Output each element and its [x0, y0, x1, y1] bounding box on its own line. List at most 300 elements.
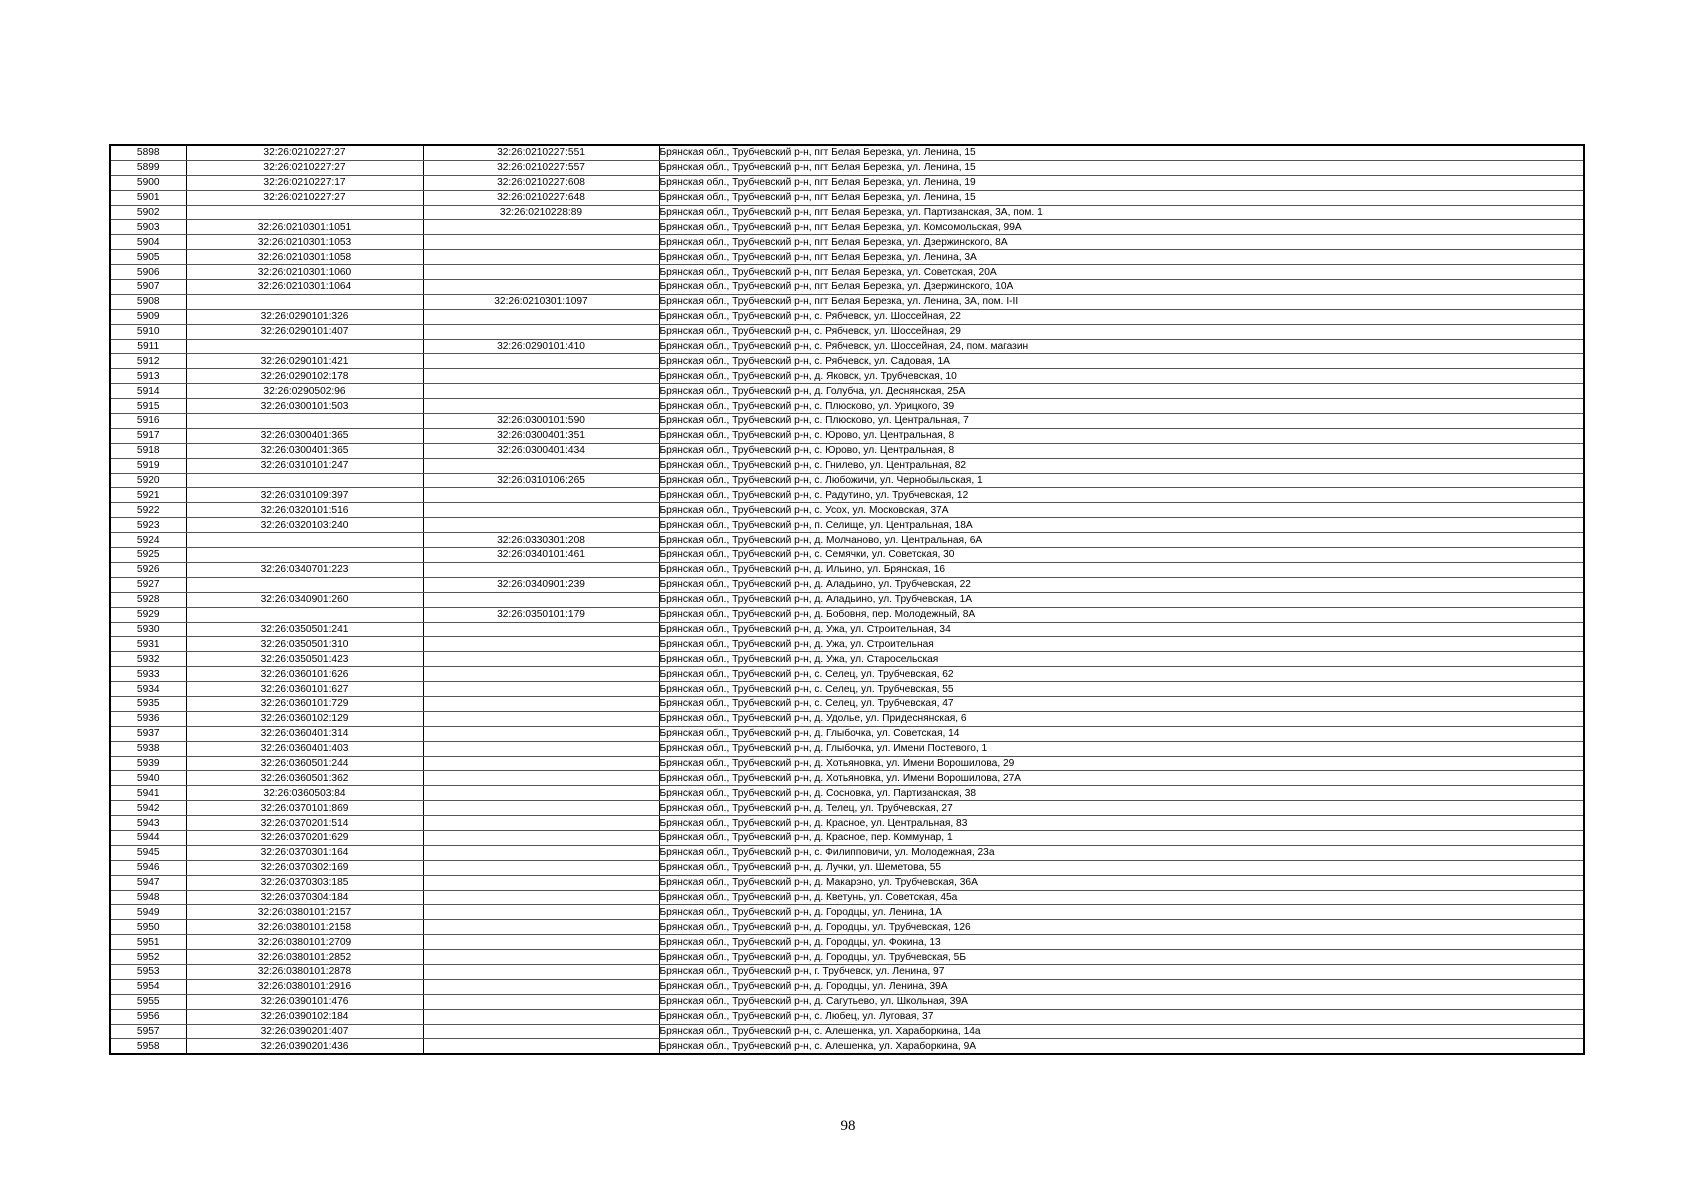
row-number-cell: 5918 [110, 443, 186, 458]
land-cadastral-number-cell: 32:26:0360401:403 [186, 741, 423, 756]
object-cadastral-number-cell: 32:26:0210227:551 [423, 145, 659, 160]
address-cell: Брянская обл., Трубчевский р-н, д. Городцы, ул. Ленина, 1А [659, 905, 1584, 920]
row-number-cell: 5935 [110, 696, 186, 711]
object-cadastral-number-cell [423, 741, 659, 756]
row-number-cell: 5956 [110, 1009, 186, 1024]
table-row [110, 399, 1584, 414]
row-number-cell: 5906 [110, 265, 186, 280]
address-cell: Брянская обл., Трубчевский р-н, д. Аладьино, ул. Трубчевская, 22 [659, 577, 1584, 592]
address-cell: Брянская обл., Трубчевский р-н, с. Гнилево, ул. Центральная, 82 [659, 458, 1584, 473]
table-row [110, 667, 1584, 682]
address-cell: Брянская обл., Трубчевский р-н, пгт Белая Березка, ул. Партизанская, 3А, пом. 1 [659, 205, 1584, 220]
row-number-cell: 5931 [110, 637, 186, 652]
row-number-cell: 5917 [110, 428, 186, 443]
object-cadastral-number-cell [423, 622, 659, 637]
row-number-cell: 5908 [110, 294, 186, 309]
object-cadastral-number-cell: 32:26:0210228:89 [423, 205, 659, 220]
address-cell: Брянская обл., Трубчевский р-н, с. Плюсково, ул. Центральная, 7 [659, 414, 1584, 429]
land-cadastral-number-cell: 32:26:0370302:169 [186, 860, 423, 875]
object-cadastral-number-cell [423, 979, 659, 994]
land-cadastral-number-cell: 32:26:0290101:407 [186, 324, 423, 339]
object-cadastral-number-cell [423, 771, 659, 786]
table-row [110, 950, 1584, 965]
object-cadastral-number-cell [423, 324, 659, 339]
land-cadastral-number-cell: 32:26:0390201:407 [186, 1024, 423, 1039]
table-row [110, 1009, 1584, 1024]
object-cadastral-number-cell [423, 756, 659, 771]
address-cell: Брянская обл., Трубчевский р-н, д. Красное, ул. Центральная, 83 [659, 816, 1584, 831]
address-cell: Брянская обл., Трубчевский р-н, д. Хотьяновка, ул. Имени Ворошилова, 29 [659, 756, 1584, 771]
address-cell: Брянская обл., Трубчевский р-н, с. Любожичи, ул. Чернобыльская, 1 [659, 473, 1584, 488]
land-cadastral-number-cell [186, 533, 423, 548]
table-row [110, 250, 1584, 265]
land-cadastral-number-cell: 32:26:0370201:514 [186, 816, 423, 831]
object-cadastral-number-cell [423, 369, 659, 384]
table-row [110, 607, 1584, 622]
address-cell: Брянская обл., Трубчевский р-н, д. Городцы, ул. Трубчевская, 126 [659, 920, 1584, 935]
table-row [110, 1024, 1584, 1039]
table-row [110, 518, 1584, 533]
land-cadastral-number-cell: 32:26:0290101:421 [186, 354, 423, 369]
table-row [110, 801, 1584, 816]
land-cadastral-number-cell: 32:26:0210227:27 [186, 160, 423, 175]
row-number-cell: 5949 [110, 905, 186, 920]
row-number-cell: 5948 [110, 890, 186, 905]
land-cadastral-number-cell: 32:26:0360102:129 [186, 711, 423, 726]
row-number-cell: 5912 [110, 354, 186, 369]
land-cadastral-number-cell: 32:26:0350501:423 [186, 652, 423, 667]
row-number-cell: 5925 [110, 548, 186, 563]
row-number-cell: 5953 [110, 964, 186, 979]
land-cadastral-number-cell: 32:26:0300101:503 [186, 399, 423, 414]
address-cell: Брянская обл., Трубчевский р-н, д. Бобовня, пер. Молодежный, 8А [659, 607, 1584, 622]
land-cadastral-number-cell: 32:26:0210301:1064 [186, 280, 423, 295]
object-cadastral-number-cell [423, 1009, 659, 1024]
address-cell: Брянская обл., Трубчевский р-н, д. Кветунь, ул. Советская, 45а [659, 890, 1584, 905]
table-row [110, 622, 1584, 637]
land-cadastral-number-cell: 32:26:0380101:2852 [186, 950, 423, 965]
object-cadastral-number-cell: 32:26:0300401:434 [423, 443, 659, 458]
object-cadastral-number-cell [423, 935, 659, 950]
row-number-cell: 5945 [110, 845, 186, 860]
row-number-cell: 5932 [110, 652, 186, 667]
row-number-cell: 5914 [110, 384, 186, 399]
row-number-cell: 5903 [110, 220, 186, 235]
address-cell: Брянская обл., Трубчевский р-н, д. Красное, пер. Коммунар, 1 [659, 830, 1584, 845]
land-cadastral-number-cell: 32:26:0340901:260 [186, 592, 423, 607]
address-cell: Брянская обл., Трубчевский р-н, с. Селец, ул. Трубчевская, 62 [659, 667, 1584, 682]
address-cell: Брянская обл., Трубчевский р-н, с. Семячки, ул. Советская, 30 [659, 548, 1584, 563]
table-row [110, 696, 1584, 711]
object-cadastral-number-cell [423, 950, 659, 965]
object-cadastral-number-cell [423, 816, 659, 831]
address-cell: Брянская обл., Трубчевский р-н, с. Селец, ул. Трубчевская, 47 [659, 696, 1584, 711]
table-row [110, 920, 1584, 935]
land-cadastral-number-cell: 32:26:0350501:310 [186, 637, 423, 652]
object-cadastral-number-cell: 32:26:0210227:648 [423, 190, 659, 205]
row-number-cell: 5919 [110, 458, 186, 473]
address-cell: Брянская обл., Трубчевский р-н, пгт Белая Березка, ул. Ленина, 15 [659, 190, 1584, 205]
land-cadastral-number-cell: 32:26:0290101:326 [186, 309, 423, 324]
object-cadastral-number-cell: 32:26:0300101:590 [423, 414, 659, 429]
land-cadastral-number-cell: 32:26:0210301:1060 [186, 265, 423, 280]
address-cell: Брянская обл., Трубчевский р-н, пгт Белая Березка, ул. Дзержинского, 10А [659, 280, 1584, 295]
row-number-cell: 5941 [110, 786, 186, 801]
land-cadastral-number-cell: 32:26:0380101:2158 [186, 920, 423, 935]
land-cadastral-number-cell [186, 414, 423, 429]
object-cadastral-number-cell [423, 711, 659, 726]
address-cell: Брянская обл., Трубчевский р-н, с. Плюсково, ул. Урицкого, 39 [659, 399, 1584, 414]
table-row [110, 160, 1584, 175]
table-row [110, 964, 1584, 979]
object-cadastral-number-cell [423, 280, 659, 295]
land-cadastral-number-cell: 32:26:0360401:314 [186, 726, 423, 741]
table-row [110, 786, 1584, 801]
table-row [110, 145, 1584, 160]
table-row [110, 711, 1584, 726]
address-cell: Брянская обл., Трубчевский р-н, д. Городцы, ул. Ленина, 39А [659, 979, 1584, 994]
row-number-cell: 5958 [110, 1039, 186, 1054]
row-number-cell: 5950 [110, 920, 186, 935]
address-cell: Брянская обл., Трубчевский р-н, с. Рябчевск, ул. Шоссейная, 29 [659, 324, 1584, 339]
address-cell: Брянская обл., Трубчевский р-н, пгт Белая Березка, ул. Советская, 20А [659, 265, 1584, 280]
land-cadastral-number-cell: 32:26:0380101:2916 [186, 979, 423, 994]
object-cadastral-number-cell [423, 399, 659, 414]
address-cell: Брянская обл., Трубчевский р-н, с. Любец, ул. Луговая, 37 [659, 1009, 1584, 1024]
object-cadastral-number-cell [423, 920, 659, 935]
object-cadastral-number-cell [423, 845, 659, 860]
land-cadastral-number-cell: 32:26:0290502:96 [186, 384, 423, 399]
land-cadastral-number-cell: 32:26:0300401:365 [186, 443, 423, 458]
address-cell: Брянская обл., Трубчевский р-н, д. Городцы, ул. Фокина, 13 [659, 935, 1584, 950]
row-number-cell: 5944 [110, 830, 186, 845]
table-row [110, 190, 1584, 205]
land-cadastral-number-cell: 32:26:0360101:626 [186, 667, 423, 682]
table-row [110, 548, 1584, 563]
table-row [110, 339, 1584, 354]
address-cell: Брянская обл., Трубчевский р-н, д. Макарэно, ул. Трубчевская, 36А [659, 875, 1584, 890]
row-number-cell: 5924 [110, 533, 186, 548]
address-cell: Брянская обл., Трубчевский р-н, д. Хотьяновка, ул. Имени Ворошилова, 27А [659, 771, 1584, 786]
address-cell: Брянская обл., Трубчевский р-н, д. Телец, ул. Трубчевская, 27 [659, 801, 1584, 816]
land-cadastral-number-cell [186, 473, 423, 488]
table-row [110, 577, 1584, 592]
address-cell: Брянская обл., Трубчевский р-н, д. Удолье, ул. Придеснянская, 6 [659, 711, 1584, 726]
address-cell: Брянская обл., Трубчевский р-н, д. Глыбочка, ул. Советская, 14 [659, 726, 1584, 741]
address-cell: Брянская обл., Трубчевский р-н, с. Рябчевск, ул. Садовая, 1А [659, 354, 1584, 369]
land-cadastral-number-cell: 32:26:0370304:184 [186, 890, 423, 905]
object-cadastral-number-cell: 32:26:0310106:265 [423, 473, 659, 488]
row-number-cell: 5910 [110, 324, 186, 339]
table-row [110, 175, 1584, 190]
table-row [110, 562, 1584, 577]
table-row [110, 294, 1584, 309]
table-row [110, 488, 1584, 503]
land-cadastral-number-cell: 32:26:0360101:627 [186, 682, 423, 697]
land-cadastral-number-cell: 32:26:0310109:397 [186, 488, 423, 503]
object-cadastral-number-cell [423, 384, 659, 399]
row-number-cell: 5916 [110, 414, 186, 429]
table-row [110, 428, 1584, 443]
object-cadastral-number-cell [423, 905, 659, 920]
object-cadastral-number-cell [423, 890, 659, 905]
row-number-cell: 5905 [110, 250, 186, 265]
object-cadastral-number-cell: 32:26:0340101:461 [423, 548, 659, 563]
land-cadastral-number-cell: 32:26:0370303:185 [186, 875, 423, 890]
row-number-cell: 5915 [110, 399, 186, 414]
land-cadastral-number-cell: 32:26:0390201:436 [186, 1039, 423, 1054]
address-cell: Брянская обл., Трубчевский р-н, д. Городцы, ул. Трубчевская, 5Б [659, 950, 1584, 965]
row-number-cell: 5904 [110, 235, 186, 250]
table-row [110, 994, 1584, 1009]
row-number-cell: 5922 [110, 503, 186, 518]
row-number-cell: 5923 [110, 518, 186, 533]
table-row [110, 235, 1584, 250]
address-cell: Брянская обл., Трубчевский р-н, д. Ужа, ул. Строительная [659, 637, 1584, 652]
land-cadastral-number-cell: 32:26:0380101:2709 [186, 935, 423, 950]
address-cell: Брянская обл., Трубчевский р-н, с. Селец, ул. Трубчевская, 55 [659, 682, 1584, 697]
table-row [110, 875, 1584, 890]
object-cadastral-number-cell [423, 786, 659, 801]
address-cell: Брянская обл., Трубчевский р-н, д. Ужа, ул. Старосельская [659, 652, 1584, 667]
row-number-cell: 5909 [110, 309, 186, 324]
table-row [110, 905, 1584, 920]
object-cadastral-number-cell [423, 860, 659, 875]
object-cadastral-number-cell [423, 220, 659, 235]
registry-table [109, 144, 1585, 1055]
address-cell: Брянская обл., Трубчевский р-н, с. Радутино, ул. Трубчевская, 12 [659, 488, 1584, 503]
object-cadastral-number-cell [423, 235, 659, 250]
address-cell: Брянская обл., Трубчевский р-н, пгт Белая Березка, ул. Ленина, 19 [659, 175, 1584, 190]
address-cell: Брянская обл., Трубчевский р-н, пгт Белая Березка, ул. Ленина, 15 [659, 145, 1584, 160]
table-row [110, 265, 1584, 280]
object-cadastral-number-cell: 32:26:0210301:1097 [423, 294, 659, 309]
object-cadastral-number-cell [423, 830, 659, 845]
address-cell: Брянская обл., Трубчевский р-н, д. Ильино, ул. Брянская, 16 [659, 562, 1584, 577]
object-cadastral-number-cell [423, 562, 659, 577]
table-row [110, 637, 1584, 652]
object-cadastral-number-cell [423, 265, 659, 280]
row-number-cell: 5955 [110, 994, 186, 1009]
address-cell: Брянская обл., Трубчевский р-н, д. Глыбочка, ул. Имени Постевого, 1 [659, 741, 1584, 756]
table-row [110, 309, 1584, 324]
land-cadastral-number-cell: 32:26:0390102:184 [186, 1009, 423, 1024]
table-row [110, 533, 1584, 548]
table-row [110, 860, 1584, 875]
land-cadastral-number-cell [186, 294, 423, 309]
land-cadastral-number-cell: 32:26:0300401:365 [186, 428, 423, 443]
table-row [110, 443, 1584, 458]
row-number-cell: 5913 [110, 369, 186, 384]
table-row [110, 890, 1584, 905]
land-cadastral-number-cell: 32:26:0390101:476 [186, 994, 423, 1009]
land-cadastral-number-cell [186, 339, 423, 354]
row-number-cell: 5933 [110, 667, 186, 682]
table-row [110, 845, 1584, 860]
address-cell: Брянская обл., Трубчевский р-н, г. Трубчевск, ул. Ленина, 97 [659, 964, 1584, 979]
address-cell: Брянская обл., Трубчевский р-н, с. Рябчевск, ул. Шоссейная, 24, пом. магазин [659, 339, 1584, 354]
object-cadastral-number-cell [423, 726, 659, 741]
land-cadastral-number-cell: 32:26:0320101:516 [186, 503, 423, 518]
land-cadastral-number-cell: 32:26:0210301:1051 [186, 220, 423, 235]
object-cadastral-number-cell [423, 682, 659, 697]
object-cadastral-number-cell: 32:26:0330301:208 [423, 533, 659, 548]
row-number-cell: 5957 [110, 1024, 186, 1039]
object-cadastral-number-cell [423, 458, 659, 473]
row-number-cell: 5938 [110, 741, 186, 756]
address-cell: Брянская обл., Трубчевский р-н, с. Юрово, ул. Центральная, 8 [659, 428, 1584, 443]
table-row [110, 830, 1584, 845]
row-number-cell: 5928 [110, 592, 186, 607]
object-cadastral-number-cell: 32:26:0300401:351 [423, 428, 659, 443]
row-number-cell: 5937 [110, 726, 186, 741]
registry-table-body [110, 145, 1584, 1054]
row-number-cell: 5943 [110, 816, 186, 831]
object-cadastral-number-cell [423, 488, 659, 503]
land-cadastral-number-cell [186, 205, 423, 220]
table-row [110, 682, 1584, 697]
row-number-cell: 5902 [110, 205, 186, 220]
table-row [110, 414, 1584, 429]
address-cell: Брянская обл., Трубчевский р-н, с. Усох, ул. Московская, 37А [659, 503, 1584, 518]
row-number-cell: 5899 [110, 160, 186, 175]
table-row [110, 280, 1584, 295]
land-cadastral-number-cell: 32:26:0290102:178 [186, 369, 423, 384]
address-cell: Брянская обл., Трубчевский р-н, с. Рябчевск, ул. Шоссейная, 22 [659, 309, 1584, 324]
row-number-cell: 5951 [110, 935, 186, 950]
row-number-cell: 5930 [110, 622, 186, 637]
land-cadastral-number-cell: 32:26:0210227:27 [186, 190, 423, 205]
object-cadastral-number-cell [423, 994, 659, 1009]
table-row [110, 816, 1584, 831]
address-cell: Брянская обл., Трубчевский р-н, с. Юрово, ул. Центральная, 8 [659, 443, 1584, 458]
table-row [110, 354, 1584, 369]
address-cell: Брянская обл., Трубчевский р-н, д. Сагутьево, ул. Школьная, 39А [659, 994, 1584, 1009]
table-row [110, 1039, 1584, 1054]
table-row [110, 458, 1584, 473]
row-number-cell: 5911 [110, 339, 186, 354]
object-cadastral-number-cell: 32:26:0210227:608 [423, 175, 659, 190]
table-row [110, 979, 1584, 994]
land-cadastral-number-cell: 32:26:0370101:869 [186, 801, 423, 816]
object-cadastral-number-cell [423, 354, 659, 369]
table-row [110, 473, 1584, 488]
land-cadastral-number-cell: 32:26:0360501:362 [186, 771, 423, 786]
object-cadastral-number-cell [423, 652, 659, 667]
address-cell: Брянская обл., Трубчевский р-н, д. Голубча, ул. Деснянская, 25А [659, 384, 1584, 399]
row-number-cell: 5940 [110, 771, 186, 786]
table-row [110, 384, 1584, 399]
land-cadastral-number-cell: 32:26:0360101:729 [186, 696, 423, 711]
land-cadastral-number-cell: 32:26:0320103:240 [186, 518, 423, 533]
address-cell: Брянская обл., Трубчевский р-н, пгт Белая Березка, ул. Дзержинского, 8А [659, 235, 1584, 250]
object-cadastral-number-cell: 32:26:0340901:239 [423, 577, 659, 592]
address-cell: Брянская обл., Трубчевский р-н, с. Алешенка, ул. Хараборкина, 14а [659, 1024, 1584, 1039]
land-cadastral-number-cell [186, 607, 423, 622]
land-cadastral-number-cell: 32:26:0210227:27 [186, 145, 423, 160]
row-number-cell: 5952 [110, 950, 186, 965]
object-cadastral-number-cell: 32:26:0290101:410 [423, 339, 659, 354]
land-cadastral-number-cell: 32:26:0360501:244 [186, 756, 423, 771]
object-cadastral-number-cell [423, 667, 659, 682]
row-number-cell: 5900 [110, 175, 186, 190]
object-cadastral-number-cell [423, 518, 659, 533]
address-cell: Брянская обл., Трубчевский р-н, д. Лучки, ул. Шеметова, 55 [659, 860, 1584, 875]
table-row [110, 592, 1584, 607]
address-cell: Брянская обл., Трубчевский р-н, д. Яковск, ул. Трубчевская, 10 [659, 369, 1584, 384]
row-number-cell: 5947 [110, 875, 186, 890]
object-cadastral-number-cell [423, 250, 659, 265]
object-cadastral-number-cell [423, 637, 659, 652]
address-cell: Брянская обл., Трубчевский р-н, п. Селище, ул. Центральная, 18А [659, 518, 1584, 533]
address-cell: Брянская обл., Трубчевский р-н, с. Алешенка, ул. Хараборкина, 9А [659, 1039, 1584, 1054]
object-cadastral-number-cell [423, 801, 659, 816]
table-row [110, 503, 1584, 518]
land-cadastral-number-cell: 32:26:0210301:1053 [186, 235, 423, 250]
object-cadastral-number-cell [423, 1024, 659, 1039]
row-number-cell: 5920 [110, 473, 186, 488]
object-cadastral-number-cell [423, 592, 659, 607]
table-row [110, 935, 1584, 950]
table-row [110, 324, 1584, 339]
object-cadastral-number-cell: 32:26:0210227:557 [423, 160, 659, 175]
land-cadastral-number-cell: 32:26:0380101:2157 [186, 905, 423, 920]
object-cadastral-number-cell [423, 875, 659, 890]
row-number-cell: 5942 [110, 801, 186, 816]
row-number-cell: 5946 [110, 860, 186, 875]
land-cadastral-number-cell [186, 548, 423, 563]
object-cadastral-number-cell [423, 309, 659, 324]
page-number: 98 [840, 1118, 856, 1134]
row-number-cell: 5927 [110, 577, 186, 592]
table-row [110, 756, 1584, 771]
land-cadastral-number-cell: 32:26:0370301:164 [186, 845, 423, 860]
table-row [110, 369, 1584, 384]
table-row [110, 771, 1584, 786]
land-cadastral-number-cell: 32:26:0210227:17 [186, 175, 423, 190]
row-number-cell: 5929 [110, 607, 186, 622]
table-row [110, 205, 1584, 220]
address-cell: Брянская обл., Трубчевский р-н, д. Сосновка, ул. Партизанская, 38 [659, 786, 1584, 801]
land-cadastral-number-cell: 32:26:0360503:84 [186, 786, 423, 801]
address-cell: Брянская обл., Трубчевский р-н, с. Филипповичи, ул. Молодежная, 23а [659, 845, 1584, 860]
row-number-cell: 5954 [110, 979, 186, 994]
row-number-cell: 5936 [110, 711, 186, 726]
object-cadastral-number-cell [423, 1039, 659, 1054]
address-cell: Брянская обл., Трубчевский р-н, пгт Белая Березка, ул. Ленина, 15 [659, 160, 1584, 175]
row-number-cell: 5898 [110, 145, 186, 160]
object-cadastral-number-cell: 32:26:0350101:179 [423, 607, 659, 622]
address-cell: Брянская обл., Трубчевский р-н, пгт Белая Березка, ул. Ленина, 3А, пом. I-II [659, 294, 1584, 309]
row-number-cell: 5926 [110, 562, 186, 577]
row-number-cell: 5939 [110, 756, 186, 771]
land-cadastral-number-cell: 32:26:0210301:1058 [186, 250, 423, 265]
address-cell: Брянская обл., Трубчевский р-н, д. Молчаново, ул. Центральная, 6А [659, 533, 1584, 548]
table-row [110, 726, 1584, 741]
land-cadastral-number-cell: 32:26:0370201:629 [186, 830, 423, 845]
address-cell: Брянская обл., Трубчевский р-н, д. Ужа, ул. Строительная, 34 [659, 622, 1584, 637]
table-row [110, 652, 1584, 667]
land-cadastral-number-cell: 32:26:0350501:241 [186, 622, 423, 637]
row-number-cell: 5901 [110, 190, 186, 205]
row-number-cell: 5921 [110, 488, 186, 503]
land-cadastral-number-cell: 32:26:0380101:2878 [186, 964, 423, 979]
address-cell: Брянская обл., Трубчевский р-н, пгт Белая Березка, ул. Комсомольская, 99А [659, 220, 1584, 235]
object-cadastral-number-cell [423, 503, 659, 518]
object-cadastral-number-cell [423, 696, 659, 711]
row-number-cell: 5907 [110, 280, 186, 295]
row-number-cell: 5934 [110, 682, 186, 697]
